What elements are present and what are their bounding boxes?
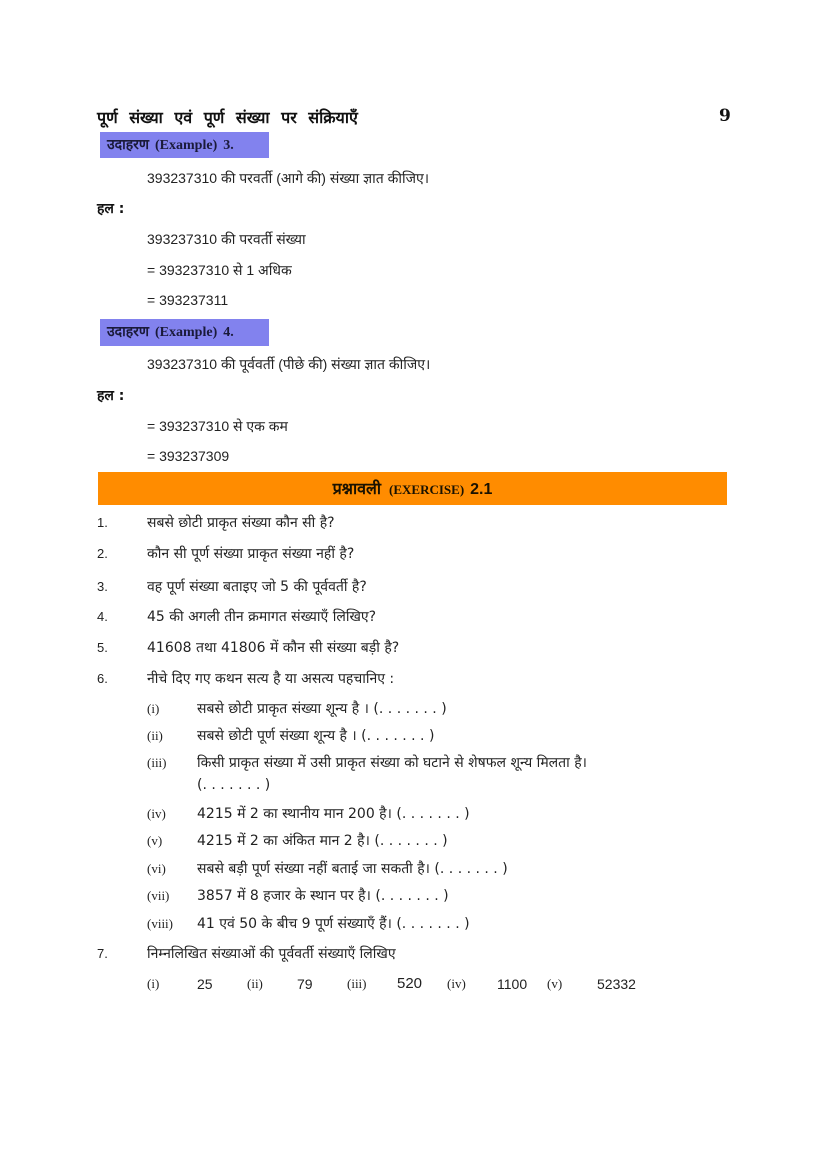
example-number: 3.: [223, 138, 234, 153]
q7-item-value: 25: [197, 976, 213, 992]
question-number: 6.: [97, 671, 108, 686]
q7-item-number: (iv): [447, 976, 466, 991]
page-number: 9: [719, 106, 731, 126]
q7-item-value: 79: [297, 976, 313, 992]
statement-blank: (. . . . . . . ): [197, 777, 271, 793]
question-number: 5.: [97, 640, 108, 655]
exercise-title-en: (EXERCISE): [389, 482, 465, 497]
statement-number: (iii): [147, 755, 167, 770]
q7-item-number: (iii): [347, 976, 367, 991]
statement-number: (ii): [147, 728, 163, 743]
example-label-en: (Example): [155, 325, 218, 340]
statement-text: 3857 में 8 हजार के स्थान पर है। (. . . . . . . ): [197, 888, 449, 904]
example-number: 4.: [223, 325, 234, 340]
statement-text: 4215 में 2 का स्थानीय मान 200 है। (. . . . . . . ): [197, 806, 470, 822]
question-number: 2.: [97, 546, 108, 561]
statement-text: किसी प्राकृत संख्या में उसी प्राकृत संख्या को घटाने से शेषफल शून्य मिलता है।: [197, 755, 587, 771]
example-4-question: 393237310 की पूर्ववर्ती (पीछे की) संख्या ज्ञात कीजिए।: [147, 356, 431, 372]
question-text: नीचे दिए गए कथन सत्य है या असत्य पहचानिए :: [147, 671, 395, 687]
question-number: 4.: [97, 609, 108, 624]
question-number: 7.: [97, 946, 108, 961]
q7-item-value: 52332: [597, 976, 636, 992]
statement-text: सबसे छोटी पूर्ण संख्या शून्य है । (. . . . . . . ): [197, 728, 435, 744]
question-number: 3.: [97, 579, 108, 594]
example-4-heading: [100, 319, 269, 346]
statement-text: सबसे बड़ी पूर्ण संख्या नहीं बताई जा सकती है। (. . . . . . . ): [197, 861, 508, 877]
exercise-banner: [98, 472, 727, 505]
statement-number: (i): [147, 701, 160, 716]
question-number: 1.: [97, 515, 108, 530]
statement-number: (vii): [147, 888, 170, 903]
example-3-solution-line: = 393237310 से 1 अधिक: [147, 262, 292, 278]
question-text: 45 की अगली तीन क्रमागत संख्याएँ लिखिए?: [147, 609, 377, 625]
q7-item-value: 1100: [497, 976, 528, 992]
example-4-solution-label: हल :: [97, 388, 125, 404]
example-label-hi: उदाहरण: [107, 137, 150, 153]
q7-item-number: (v): [547, 976, 563, 991]
example-3-solution-line: 393237310 की परवर्ती संख्या: [147, 231, 306, 247]
example-3-question: 393237310 की परवर्ती (आगे की) संख्या ज्ञात कीजिए।: [147, 170, 430, 186]
statement-text: 4215 में 2 का अंकित मान 2 है। (. . . . . . . ): [197, 833, 448, 849]
example-4-solution-line: = 393237310 से एक कम: [147, 418, 288, 434]
q7-item-number: (ii): [247, 976, 263, 991]
question-text: निम्नलिखित संख्याओं की पूर्ववर्ती संख्याएँ लिखिए: [147, 946, 396, 962]
q7-item-number: (i): [147, 976, 160, 991]
statement-number: (vi): [147, 861, 166, 876]
question-text: वह पूर्ण संख्या बताइए जो 5 की पूर्ववर्ती है?: [147, 579, 367, 595]
q7-item-value: 520: [397, 975, 423, 992]
question-text: 41608 तथा 41806 में कौन सी संख्या बड़ी है?: [147, 640, 400, 656]
example-3-solution-line: = 393237311: [147, 292, 229, 308]
example-3-heading: [100, 132, 269, 158]
statement-text: 41 एवं 50 के बीच 9 पूर्ण संख्याएँ हैं। (. . . . . . . ): [197, 916, 470, 932]
exercise-title-hi: प्रश्नावली: [332, 479, 382, 498]
question-text: सबसे छोटी प्राकृत संख्या कौन सी है?: [147, 515, 335, 531]
statement-number: (viii): [147, 916, 173, 931]
statement-number: (iv): [147, 806, 166, 821]
statement-text: सबसे छोटी प्राकृत संख्या शून्य है । (. . . . . . . ): [197, 701, 447, 717]
example-label-en: (Example): [155, 138, 218, 153]
example-3-solution-label: हल :: [97, 201, 125, 217]
question-text: कौन सी पूर्ण संख्या प्राकृत संख्या नहीं है?: [147, 546, 355, 562]
example-4-solution-line: = 393237309: [147, 448, 230, 464]
exercise-number: 2.1: [470, 481, 493, 498]
chapter-title: पूर्ण संख्या एवं पूर्ण संख्या पर संक्रियाएँ: [97, 108, 358, 127]
example-label-hi: उदाहरण: [107, 324, 150, 340]
statement-number: (v): [147, 833, 163, 848]
